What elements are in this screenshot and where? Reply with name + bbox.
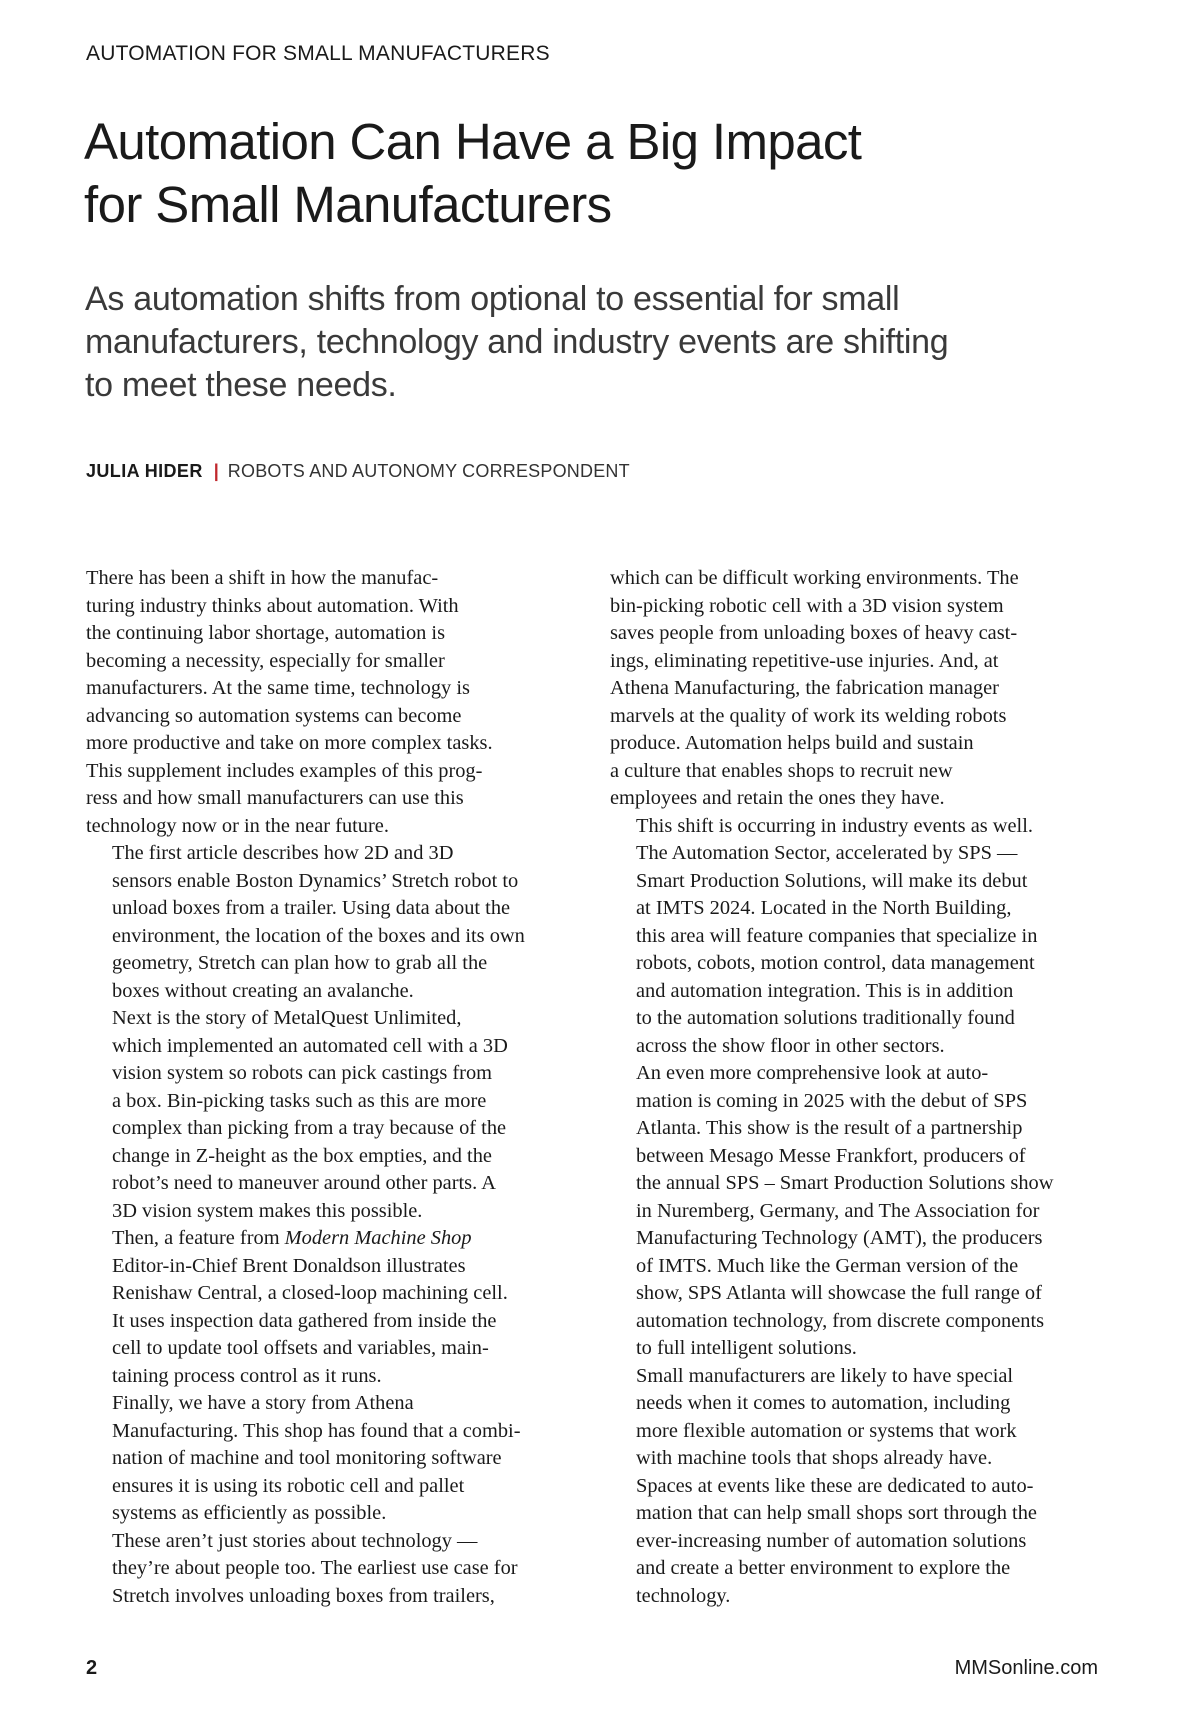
text-line: to full intelligent solutions.	[636, 1337, 857, 1359]
text-line: robots, cobots, motion control, data management	[636, 952, 1035, 974]
paragraph	[86, 565, 606, 840]
byline	[86, 461, 630, 482]
text-line: and create a better environment to explore the	[636, 1557, 1011, 1579]
deck-line: to meet these needs.	[85, 366, 397, 404]
text-line: complex than picking from a tray because of the	[112, 1117, 507, 1139]
section-label: AUTOMATION FOR SMALL MANUFACTURERS	[86, 42, 550, 65]
text-line: Athena Manufacturing, the fabrication manager	[610, 677, 999, 699]
text-line: more flexible automation or systems that work	[636, 1419, 1017, 1442]
paragraph	[86, 1390, 606, 1528]
article-headline	[84, 110, 984, 236]
paragraph	[86, 1005, 606, 1225]
text-line: the continuing labor shortage, automation is	[86, 622, 446, 644]
text-line: across the show floor in other sectors.	[636, 1034, 945, 1057]
text-line: vision system so robots can pick castings from	[112, 1062, 493, 1084]
left-column	[86, 565, 606, 1610]
deck-line: manufacturers, technology and industry events are shifting	[85, 323, 949, 361]
text-line: Small manufacturers are likely to have special	[636, 1364, 1014, 1387]
paragraph	[610, 1060, 1130, 1363]
text-line: becoming a necessity, especially for smaller	[86, 649, 445, 672]
text-line: cell to update tool offsets and variables, main-	[112, 1337, 489, 1359]
text-line: saves people from unloading boxes of heavy cast-	[610, 622, 1018, 644]
text-line: The Automation Sector, accelerated by SPS —	[636, 842, 1018, 864]
text-line: ever-increasing number of automation solutions	[636, 1529, 1027, 1552]
text-line: and automation integration. This is in addition	[636, 979, 1014, 1002]
text-line: These aren’t just stories about technology —	[112, 1529, 478, 1552]
text-line: marvels at the quality of work its welding robots	[610, 704, 1007, 727]
text-line: technology now or in the near future.	[86, 814, 389, 837]
article-deck	[85, 278, 985, 407]
text-line: boxes without creating an avalanche.	[112, 979, 414, 1002]
paragraph	[610, 1363, 1130, 1611]
text-line: advancing so automation systems can become	[86, 704, 462, 727]
text-line: show, SPS Atlanta will showcase the full range of	[636, 1282, 1042, 1304]
text-line: a culture that enables shops to recruit new	[610, 759, 953, 782]
text-line: Stretch involves unloading boxes from trailers,	[112, 1584, 495, 1607]
text-line: technology.	[636, 1584, 731, 1607]
text-line: Editor-in-Chief Brent Donaldson illustrates	[112, 1254, 466, 1277]
text-line: Then, a feature from	[112, 1227, 285, 1249]
text-line: An even more comprehensive look at auto-	[636, 1062, 989, 1084]
text-line: Spaces at events like these are dedicated to auto-	[636, 1474, 1034, 1497]
paragraph	[86, 1528, 606, 1611]
text-line: environment, the location of the boxes and its own	[112, 924, 525, 947]
text-line: 3D vision system makes this possible.	[112, 1199, 423, 1222]
text-line: bin-picking robotic cell with a 3D vision system	[610, 594, 1004, 617]
text-line: mation is coming in 2025 with the debut of SPS	[636, 1089, 1028, 1112]
text-line: Renishaw Central, a closed-loop machining cell.	[112, 1282, 508, 1304]
text-line: Next is the story of MetalQuest Unlimited,	[112, 1007, 462, 1029]
paragraph	[86, 840, 606, 1005]
text-line: needs when it comes to automation, including	[636, 1392, 1011, 1414]
text-line: ress and how small manufacturers can use this	[86, 787, 464, 809]
text-line: to the automation solutions traditionally found	[636, 1007, 1015, 1029]
text-line: Manufacturing Technology (AMT), the producers	[636, 1227, 1043, 1249]
headline-line: for Small Manufacturers	[84, 176, 612, 233]
text-line: ings, eliminating repetitive-use injuries. And, at	[610, 649, 999, 672]
text-line: this area will feature companies that specialize in	[636, 924, 1038, 947]
website-url: MMSonline.com	[954, 1657, 1098, 1679]
text-line: ensures it is using its robotic cell and pallet	[112, 1474, 465, 1497]
text-line: which implemented an automated cell with a 3D	[112, 1034, 508, 1057]
text-line: robot’s need to maneuver around other parts. A	[112, 1172, 496, 1194]
paragraph	[610, 813, 1130, 1061]
text-line: geometry, Stretch can plan how to grab all the	[112, 952, 488, 974]
page-number: 2	[86, 1657, 98, 1679]
text-line: of IMTS. Much like the German version of the	[636, 1254, 1019, 1277]
text-line: Manufacturing. This shop has found that a combi-	[112, 1419, 521, 1442]
text-line: which can be difficult working environments. The	[610, 567, 1019, 589]
text-line: mation that can help small shops sort through the	[636, 1502, 1037, 1524]
text-line: they’re about people too. The earliest use case for	[112, 1557, 518, 1579]
text-line: taining process control as it runs.	[112, 1364, 382, 1387]
paragraph	[610, 565, 1130, 813]
text-line: between Mesago Messe Frankfort, producers of	[636, 1144, 1026, 1167]
text-line: the annual SPS – Smart Production Solutions show	[636, 1172, 1054, 1194]
text-line: employees and retain the ones they have.	[610, 787, 945, 809]
text-line: sensors enable Boston Dynamics’ Stretch robot to	[112, 869, 519, 892]
text-line: It uses inspection data gathered from inside the	[112, 1309, 497, 1332]
byline-separator: |	[213, 461, 219, 481]
text-line: automation technology, from discrete components	[636, 1309, 1045, 1332]
text-line: This supplement includes examples of this prog-	[86, 759, 483, 782]
text-line: This shift is occurring in industry events as well.	[636, 814, 1033, 837]
text-line: Atlanta. This show is the result of a partnership	[636, 1117, 1023, 1139]
text-line: nation of machine and tool monitoring software	[112, 1447, 502, 1469]
text-line: produce. Automation helps build and sustain	[610, 732, 974, 754]
publication-name: Modern Machine Shop	[284, 1227, 472, 1249]
deck-line: As automation shifts from optional to essential for small	[85, 280, 900, 318]
text-line: in Nuremberg, Germany, and The Association for	[636, 1199, 1040, 1222]
text-line: turing industry thinks about automation. With	[86, 594, 459, 617]
text-line: more productive and take on more complex tasks.	[86, 732, 493, 754]
text-line: There has been a shift in how the manufac-	[86, 567, 439, 589]
text-line: a box. Bin-picking tasks such as this are more	[112, 1089, 487, 1112]
text-line: The first article describes how 2D and 3D	[112, 842, 454, 864]
text-line: manufacturers. At the same time, technology is	[86, 677, 470, 699]
text-line: unload boxes from a trailer. Using data about the	[112, 897, 511, 919]
author-name: JULIA HIDER	[86, 461, 203, 481]
text-line: change in Z-height as the box empties, and the	[112, 1144, 492, 1167]
text-line: Finally, we have a story from Athena	[112, 1392, 414, 1414]
text-line: systems as efficiently as possible.	[112, 1502, 387, 1524]
paragraph	[86, 1225, 606, 1390]
author-role: ROBOTS AND AUTONOMY CORRESPONDENT	[227, 461, 630, 481]
text-line: at IMTS 2024. Located in the North Building,	[636, 897, 1012, 919]
text-line: with machine tools that shops already have.	[636, 1447, 993, 1469]
text-line: Smart Production Solutions, will make its debut	[636, 869, 1028, 892]
headline-line: Automation Can Have a Big Impact	[84, 113, 862, 170]
right-column	[610, 565, 1130, 1610]
